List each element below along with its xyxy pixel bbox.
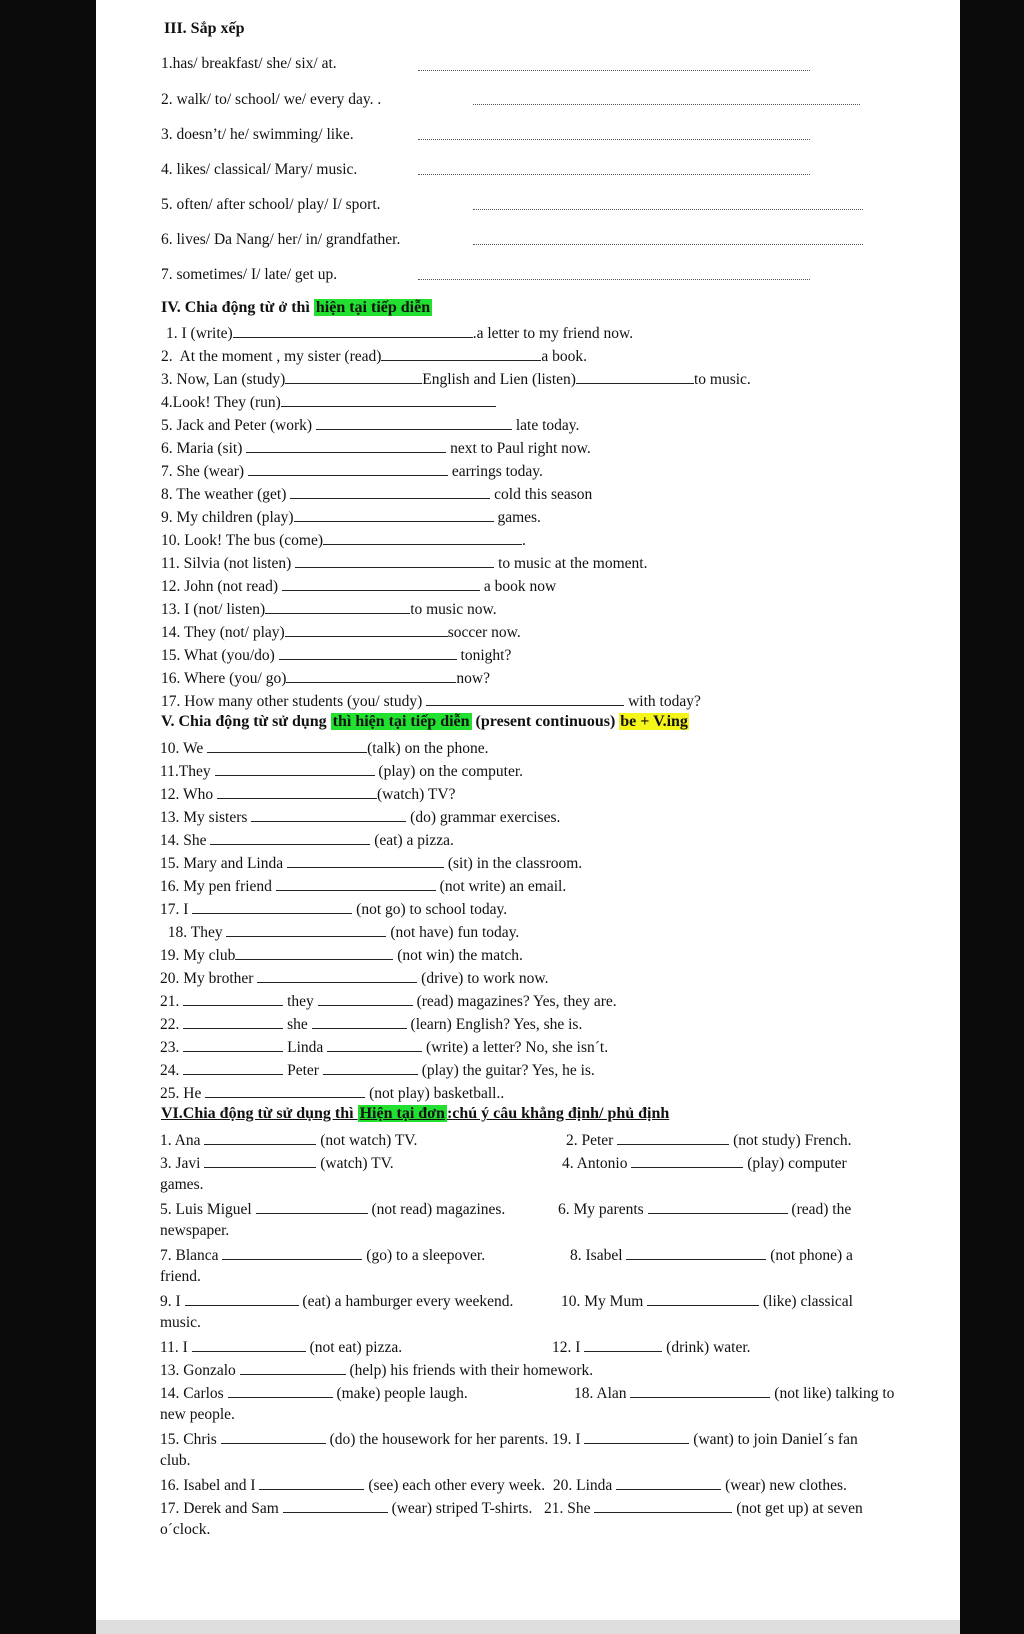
s5-blank-22b[interactable]: [312, 1013, 407, 1029]
s6-q16: 16. Isabel and I: [160, 1477, 260, 1494]
s4-blank-1[interactable]: [233, 322, 473, 338]
s5-item-18: [160, 921, 519, 943]
s4-q17: 17. How many other students (you/ study): [161, 693, 427, 710]
s4-q13-rest: to music now.: [410, 601, 497, 618]
s5-q16: 16. My pen friend: [160, 878, 276, 895]
s5-q14: 14. She: [160, 832, 211, 849]
s6-line-9: [160, 1428, 858, 1450]
s6-line-7: [160, 1359, 593, 1381]
s6-blank-6[interactable]: [648, 1198, 788, 1214]
section4-title-highlight: hiện tại tiếp diễn: [315, 299, 431, 316]
s5-item-24: [160, 1059, 595, 1081]
s4-q15-rest: tonight?: [456, 647, 512, 664]
s6-q21-rest: (not get up) at seven: [732, 1500, 863, 1517]
s4-q15: 15. What (you/do): [161, 647, 279, 664]
s4-q14-rest: soccer now.: [447, 624, 521, 641]
s6-line-4-col2: [570, 1244, 853, 1266]
s6-line-2: [160, 1152, 394, 1174]
s6-q1-rest: (not watch) TV.: [316, 1132, 418, 1149]
s4-q6-rest: next to Paul right now.: [446, 440, 591, 457]
s4-item-14: [161, 621, 521, 643]
section5-title-middle: (present continuous): [471, 713, 620, 730]
s6-line-3: [160, 1198, 505, 1220]
s6-q9-rest: (eat) a hamburger every weekend.: [298, 1293, 514, 1310]
s6-line-6: [160, 1336, 402, 1358]
s4-q8: 8. The weather (get): [161, 486, 291, 503]
s4-item-9: [161, 506, 541, 528]
s3-item-3: 3. doesn’t/ he/ swimming/ like.: [161, 126, 354, 143]
s6-blank-3[interactable]: [204, 1152, 316, 1168]
s6-blank-19[interactable]: [584, 1428, 689, 1444]
s5-q19-rest: (not win) the match.: [393, 947, 523, 964]
s6-line-4b: friend.: [160, 1268, 201, 1285]
s5-blank-17[interactable]: [192, 898, 352, 914]
s5-q23-rest: (write) a letter? No, she isn´t.: [422, 1039, 609, 1056]
s4-q16-rest: now?: [456, 670, 490, 687]
s4-q11-rest: to music at the moment.: [494, 555, 648, 572]
s4-q12: 12. John (not read): [161, 578, 282, 595]
s4-item-13: [161, 598, 497, 620]
s5-q12: 12. Who: [160, 786, 217, 803]
s5-item-13: [160, 806, 560, 828]
s6-blank-1[interactable]: [204, 1129, 316, 1145]
s4-q7-rest: earrings today.: [447, 463, 543, 480]
s5-q13-rest: (do) grammar exercises.: [406, 809, 561, 826]
s5-q19: 19. My club: [160, 947, 236, 964]
s5-blank-20[interactable]: [257, 967, 417, 983]
s4-q8-rest: cold this season: [490, 486, 593, 503]
s5-q25: 25. He: [160, 1085, 206, 1102]
s4-q17-rest: with today?: [624, 693, 701, 710]
s6-blank-13[interactable]: [240, 1359, 346, 1375]
section6-title-prefix: VI.Chia động từ sử dụng thì: [161, 1105, 358, 1122]
s6-line-2b: games.: [160, 1176, 204, 1193]
s5-blank-22a[interactable]: [183, 1013, 283, 1029]
s5-blank-16[interactable]: [276, 875, 436, 891]
s5-q23: 23.: [160, 1039, 184, 1056]
s4-item-7: [161, 460, 543, 482]
s4-blank-11[interactable]: [295, 552, 494, 568]
s5-blank-21a[interactable]: [183, 990, 283, 1006]
s4-q13: 13. I (not/ listen): [161, 601, 266, 618]
s6-line-5-col2: [561, 1290, 853, 1312]
s4-item-11: [161, 552, 647, 574]
s5-q23-mid: Linda: [283, 1039, 328, 1056]
bottom-strip: [96, 1620, 960, 1634]
s4-q16: 16. Where (you/ go): [161, 670, 287, 687]
s5-item-22: [160, 1013, 582, 1035]
s3-item-4: 4. likes/ classical/ Mary/ music.: [161, 161, 358, 178]
s6-line-8b: new people.: [160, 1406, 235, 1423]
s4-item-3: [161, 368, 751, 390]
s3-answer-7[interactable]: [418, 279, 810, 280]
s5-blank-13[interactable]: [251, 806, 406, 822]
s5-q24: 24.: [160, 1062, 184, 1079]
s5-q22-rest: (learn) English? Yes, she is.: [406, 1016, 583, 1033]
s6-line-5: [160, 1290, 513, 1312]
s5-q22: 22.: [160, 1016, 184, 1033]
s5-blank-24a[interactable]: [183, 1059, 283, 1075]
s4-q11: 11. Silvia (not listen): [161, 555, 296, 572]
s6-q1: 1. Ana: [160, 1132, 205, 1149]
s4-q6: 6. Maria (sit): [161, 440, 247, 457]
s6-q4-rest: (play) computer: [743, 1155, 847, 1172]
s4-item-5: [161, 414, 579, 436]
s4-q10: 10. Look! The bus (come): [161, 532, 323, 549]
s6-q15: 15. Chris: [160, 1431, 221, 1448]
s6-q3-rest: (watch) TV.: [316, 1155, 394, 1172]
s6-blank-11[interactable]: [192, 1336, 306, 1352]
s6-q17: 17. Derek and Sam: [160, 1500, 283, 1517]
s6-q7: 7. Blanca: [160, 1247, 223, 1264]
s4-blank-14[interactable]: [285, 621, 448, 637]
s5-q17-rest: (not go) to school today.: [352, 901, 508, 918]
s4-blank-3a[interactable]: [285, 368, 422, 384]
s4-blank-7[interactable]: [248, 460, 448, 476]
section4-title: [161, 299, 432, 317]
s6-q7-rest: (go) to a sleepover.: [362, 1247, 486, 1264]
s6-q5-rest: (not read) magazines.: [367, 1201, 506, 1218]
s4-q1: 1. I (write): [166, 325, 233, 342]
s5-q11-rest: (play) on the computer.: [374, 763, 524, 780]
s6-q5: 5. Luis Miguel: [160, 1201, 256, 1218]
s6-line-4: [160, 1244, 485, 1266]
s5-q12-rest: (watch) TV?: [376, 786, 456, 803]
s4-blank-9[interactable]: [294, 506, 494, 522]
s4-q14: 14. They (not/ play): [161, 624, 285, 641]
s5-blank-23b[interactable]: [327, 1036, 422, 1052]
s6-q18-rest: (not like) talking to: [770, 1385, 895, 1402]
s4-q9: 9. My children (play): [161, 509, 294, 526]
s5-q18: 18. They: [160, 924, 227, 941]
s6-q19-rest: (want) to join Daniel´s fan: [689, 1431, 858, 1448]
s5-blank-11[interactable]: [215, 760, 375, 776]
s6-blank-17[interactable]: [283, 1497, 388, 1513]
s4-blank-8[interactable]: [290, 483, 490, 499]
s5-item-25: [160, 1082, 504, 1104]
s6-q6-rest: (read) the: [787, 1201, 852, 1218]
s4-blank-5[interactable]: [316, 414, 512, 430]
s5-q16-rest: (not write) an email.: [435, 878, 567, 895]
s6-line-10: [160, 1474, 847, 1496]
s5-blank-10[interactable]: [207, 737, 367, 753]
s3-answer-6[interactable]: [473, 244, 863, 245]
s5-item-10: [160, 737, 489, 759]
s3-item-5: 5. often/ after school/ play/ I/ sport.: [161, 196, 381, 213]
s6-q18: 18. Alan: [574, 1385, 631, 1402]
s5-q21-rest: (read) magazines? Yes, they are.: [412, 993, 617, 1010]
s6-q10-rest: (like) classical: [759, 1293, 853, 1310]
s4-q12-rest: a book now: [479, 578, 557, 595]
s3-item-7: 7. sometimes/ I/ late/ get up.: [161, 266, 338, 283]
s6-line-11: [160, 1497, 863, 1519]
s6-q12: 12. I: [552, 1339, 585, 1356]
s4-item-6: [161, 437, 591, 459]
s4-item-1: [166, 322, 633, 344]
s5-item-12: [160, 783, 455, 805]
s5-q13: 13. My sisters: [160, 809, 252, 826]
s6-line-3b: newspaper.: [160, 1222, 230, 1239]
s5-item-16: [160, 875, 566, 897]
s6-q13-rest: (help) his friends with their homework.: [345, 1362, 594, 1379]
s6-q3: 3. Javi: [160, 1155, 205, 1172]
s5-q25-rest: (not play) basketball..: [365, 1085, 505, 1102]
s6-q4: 4. Antonio: [562, 1155, 632, 1172]
s6-blank-10[interactable]: [647, 1290, 759, 1306]
s4-blank-13[interactable]: [265, 598, 410, 614]
s6-q11: 11. I: [160, 1339, 192, 1356]
s6-line-5b: music.: [160, 1314, 201, 1331]
s3-answer-3[interactable]: [418, 139, 810, 140]
s4-blank-16[interactable]: [286, 667, 456, 683]
s4-blank-10[interactable]: [323, 529, 522, 545]
s6-q16-mid: (see) each other every week. 20. Linda: [364, 1477, 617, 1494]
s4-q3: 3. Now, Lan (study): [161, 371, 286, 388]
s6-blank-15[interactable]: [221, 1428, 326, 1444]
s6-line-9b: club.: [160, 1452, 191, 1469]
s6-q20-rest: (wear) new clothes.: [721, 1477, 847, 1494]
s4-q5: 5. Jack and Peter (work): [161, 417, 316, 434]
s5-blank-21b[interactable]: [318, 990, 413, 1006]
s6-q2-rest: (not study) French.: [729, 1132, 852, 1149]
s6-q6: 6. My parents: [558, 1201, 648, 1218]
s5-blank-14[interactable]: [210, 829, 370, 845]
s4-item-4: [161, 391, 496, 413]
s4-q2-rest: a book.: [541, 348, 588, 365]
s5-blank-18[interactable]: [226, 921, 386, 937]
s6-blank-5[interactable]: [256, 1198, 368, 1214]
section6-title: [161, 1105, 669, 1123]
s4-q9-rest: games.: [493, 509, 541, 526]
s4-blank-12[interactable]: [282, 575, 480, 591]
section6-title-highlight: Hiện tại đơn: [359, 1105, 445, 1122]
s6-blank-4[interactable]: [631, 1152, 743, 1168]
s5-q11: 11.They: [160, 763, 215, 780]
s4-q4: 4.Look! They (run): [161, 394, 281, 411]
s6-q11-rest: (not eat) pizza.: [305, 1339, 403, 1356]
s6-line-3-col2: [558, 1198, 851, 1220]
s5-q22-mid: she: [283, 1016, 312, 1033]
s6-q17-mid: (wear) striped T-shirts. 21. She: [387, 1500, 595, 1517]
s6-blank-14[interactable]: [228, 1382, 333, 1398]
s5-q21: 21.: [160, 993, 184, 1010]
s6-q8-rest: (not phone) a: [766, 1247, 853, 1264]
s5-q15-rest: (sit) in the classroom.: [443, 855, 583, 872]
section5-title-highlight: thì hiện tại tiếp diễn: [332, 713, 470, 730]
s3-answer-1[interactable]: [418, 70, 810, 71]
s4-q7: 7. She (wear): [161, 463, 248, 480]
s5-blank-23a[interactable]: [183, 1036, 283, 1052]
s5-q24-mid: Peter: [283, 1062, 323, 1079]
s6-line-1: [160, 1129, 417, 1151]
section5-title: [161, 713, 689, 731]
s4-blank-6[interactable]: [246, 437, 446, 453]
s4-q5-rest: late today.: [511, 417, 580, 434]
s5-blank-25[interactable]: [205, 1082, 365, 1098]
s6-blank-20[interactable]: [616, 1474, 721, 1490]
s4-blank-17[interactable]: [426, 690, 624, 706]
s6-blank-16[interactable]: [259, 1474, 364, 1490]
s6-q14-rest: (make) people laugh.: [332, 1385, 468, 1402]
s5-q10-rest: (talk) on the phone.: [367, 740, 489, 757]
s4-item-10: [161, 529, 526, 551]
s5-item-15: [160, 852, 582, 874]
s5-item-19: [160, 944, 523, 966]
section5-title-formula: be + V.ing: [620, 713, 688, 730]
s6-blank-21[interactable]: [594, 1497, 732, 1513]
s4-q2: 2. At the moment , my sister (read): [161, 348, 382, 365]
section3-title: III. Sắp xếp: [164, 20, 245, 37]
s4-blank-2[interactable]: [381, 345, 541, 361]
s4-item-12: [161, 575, 556, 597]
s4-item-2: [161, 345, 587, 367]
s6-blank-2[interactable]: [617, 1129, 729, 1145]
s5-item-11: [160, 760, 523, 782]
s3-answer-5[interactable]: [473, 209, 863, 210]
s6-q8: 8. Isabel: [570, 1247, 627, 1264]
s5-q24-rest: (play) the guitar? Yes, he is.: [417, 1062, 595, 1079]
section5-title-prefix: V. Chia động từ sử dụng: [161, 713, 331, 730]
s5-q20-rest: (drive) to work now.: [417, 970, 549, 987]
s6-blank-18[interactable]: [630, 1382, 770, 1398]
s4-blank-3b[interactable]: [576, 368, 694, 384]
s3-item-6: 6. lives/ Da Nang/ her/ in/ grandfather.: [161, 231, 401, 248]
s5-q20: 20. My brother: [160, 970, 258, 987]
s5-item-20: [160, 967, 548, 989]
s6-q2: 2. Peter: [566, 1132, 618, 1149]
s5-q15: 15. Mary and Linda: [160, 855, 287, 872]
s4-blank-4[interactable]: [281, 391, 496, 407]
s4-q3-rest: to music.: [693, 371, 751, 388]
section6-title-suffix: :chú ý câu khẳng định/ phủ định: [446, 1105, 670, 1122]
s4-item-16: [161, 667, 490, 689]
s5-blank-19[interactable]: [235, 944, 393, 960]
s4-item-15: [161, 644, 511, 666]
s5-blank-15[interactable]: [287, 852, 444, 868]
s4-q10-rest: .: [522, 532, 526, 549]
s5-item-21: [160, 990, 617, 1012]
s6-blank-9[interactable]: [185, 1290, 299, 1306]
s6-line-8-col2: [574, 1382, 894, 1404]
s3-answer-2[interactable]: [473, 104, 860, 105]
s3-item-1: 1.has/ breakfast/ she/ six/ at.: [161, 55, 337, 72]
s6-q14: 14. Carlos: [160, 1385, 228, 1402]
s6-line-11b: o´clock.: [160, 1521, 211, 1538]
s4-blank-15[interactable]: [279, 644, 457, 660]
s6-q13: 13. Gonzalo: [160, 1362, 240, 1379]
s6-blank-7[interactable]: [222, 1244, 362, 1260]
s5-item-23: [160, 1036, 608, 1058]
s6-line-6-col2: [552, 1336, 751, 1358]
s3-item-2: 2. walk/ to/ school/ we/ every day. .: [161, 91, 382, 108]
s6-blank-8[interactable]: [626, 1244, 766, 1260]
s4-item-8: [161, 483, 592, 505]
s6-blank-12[interactable]: [584, 1336, 662, 1352]
s5-q17: 17. I: [160, 901, 193, 918]
s6-q9: 9. I: [160, 1293, 185, 1310]
s5-blank-24b[interactable]: [323, 1059, 418, 1075]
s6-q12-rest: (drink) water.: [662, 1339, 751, 1356]
s6-line-2-col2: [562, 1152, 847, 1174]
s3-answer-4[interactable]: [418, 174, 810, 175]
s6-line-8: [160, 1382, 468, 1404]
s5-q18-rest: (not have) fun today.: [386, 924, 520, 941]
s6-q10: 10. My Mum: [561, 1293, 648, 1310]
s4-q1-rest: .a letter to my friend now.: [472, 325, 634, 342]
s5-q21-mid: they: [283, 993, 318, 1010]
s4-q3-mid: English and Lien (listen): [422, 371, 576, 388]
s6-q15-mid: (do) the housework for her parents. 19. I: [325, 1431, 585, 1448]
section4-title-prefix: IV. Chia động từ ở thì: [161, 299, 314, 316]
s5-q14-rest: (eat) a pizza.: [370, 832, 454, 849]
s4-item-17: [161, 690, 701, 712]
s5-blank-12[interactable]: [217, 783, 377, 799]
s5-q10: 10. We: [160, 740, 208, 757]
s5-item-17: [160, 898, 507, 920]
s5-item-14: [160, 829, 454, 851]
s6-line-1-col2: [566, 1129, 852, 1151]
